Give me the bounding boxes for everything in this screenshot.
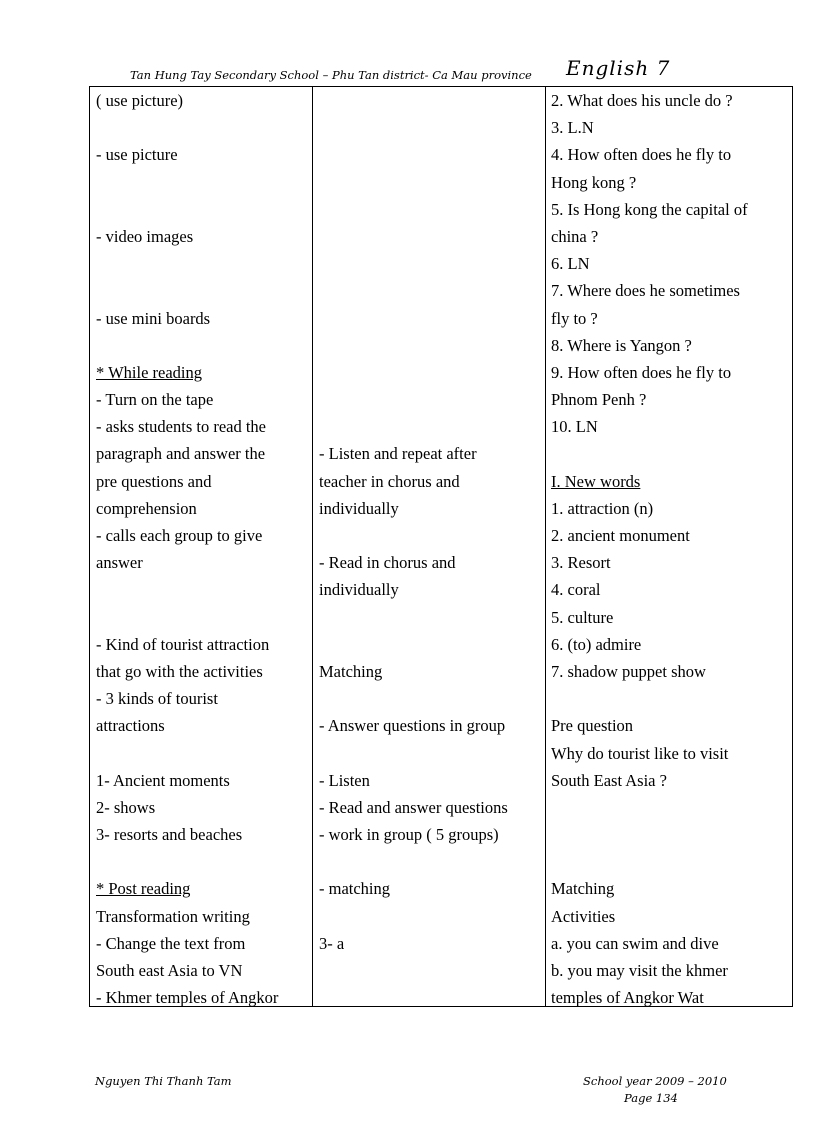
table-line: 2. What does his uncle do ? xyxy=(551,91,733,110)
lesson-table xyxy=(89,87,793,1007)
table-line xyxy=(319,250,541,277)
table-line: - matching xyxy=(319,879,391,899)
table-line: fly to ? xyxy=(551,308,598,328)
table-line: South east Asia to VN xyxy=(96,961,243,980)
footer-teacher-name: Nguyen Thi Thanh Tam xyxy=(95,1074,232,1088)
table-line: - Kind of tourist attraction xyxy=(96,634,270,654)
table-line: 8. Where is Yangon ? xyxy=(551,335,692,355)
table-line xyxy=(319,141,541,168)
table-line xyxy=(319,305,541,332)
table-line: 5. culture xyxy=(551,607,614,627)
table-line: I. New words xyxy=(551,471,641,491)
table-line: temples of Angkor Wat xyxy=(551,988,704,1008)
footer-page-number: Page 134 xyxy=(624,1091,678,1105)
table-line: - calls each group to give xyxy=(96,526,263,545)
table-line: Activities xyxy=(551,906,616,926)
table-line xyxy=(319,984,541,1011)
table-line: - Read in chorus and xyxy=(319,553,456,573)
table-line: ( use picture) xyxy=(96,91,184,110)
table-line xyxy=(319,522,541,549)
table-line: 6. LN xyxy=(551,254,590,274)
table-line: 3. Resort xyxy=(551,553,611,573)
table-line: 7. shadow puppet show xyxy=(551,661,706,681)
table-line: - use picture xyxy=(96,145,178,165)
table-line: Matching xyxy=(319,661,383,681)
table-line xyxy=(319,631,541,658)
table-line: b. you may visit the khmer xyxy=(551,961,728,980)
student-activities-column xyxy=(319,87,541,1011)
table-line: * Post reading xyxy=(96,879,191,899)
table-line xyxy=(96,332,306,359)
table-line: 5. Is Hong kong the capital of xyxy=(551,199,748,219)
table-line: Phnom Penh ? xyxy=(551,390,647,410)
table-line: - Answer questions in group xyxy=(319,716,506,736)
table-line xyxy=(96,277,306,304)
table-line xyxy=(319,740,541,767)
table-line xyxy=(319,413,541,440)
table-line xyxy=(319,332,541,359)
table-line: attractions xyxy=(96,716,165,736)
table-line xyxy=(96,169,306,196)
table-line: Hong kong ? xyxy=(551,172,637,192)
table-line: 4. coral xyxy=(551,580,601,600)
table-line: 2. ancient monument xyxy=(551,526,690,545)
table-line: Matching xyxy=(551,879,615,899)
table-line xyxy=(319,169,541,196)
table-line: 2- shows xyxy=(96,797,156,817)
table-line: 3. L.N xyxy=(551,118,594,138)
table-line xyxy=(96,604,306,631)
table-line: china ? xyxy=(551,226,599,246)
table-line: 10. LN xyxy=(551,417,598,437)
table-line: teacher in chorus and xyxy=(319,471,460,491)
footer-school-year: School year 2009 – 2010 xyxy=(583,1074,727,1088)
table-line: - Khmer temples of Angkor xyxy=(96,988,279,1008)
table-line: 9. How often does he fly to xyxy=(551,362,732,382)
table-line: 1. attraction (n) xyxy=(551,498,654,518)
table-line: - Read and answer questions xyxy=(319,797,508,817)
table-line: South East Asia ? xyxy=(551,770,667,790)
table-line xyxy=(96,114,306,141)
header-school: Tan Hung Tay Secondary School – Phu Tan district- Ca Mau province xyxy=(130,68,532,82)
table-line xyxy=(319,685,541,712)
table-line: - Turn on the tape xyxy=(96,390,214,410)
table-line: a. you can swim and dive xyxy=(551,933,719,953)
table-line: paragraph and answer the xyxy=(96,444,266,464)
table-line: - work in group ( 5 groups) xyxy=(319,825,499,845)
table-line: individually xyxy=(319,498,399,518)
table-line xyxy=(96,740,306,767)
table-line: 4. How often does he fly to xyxy=(551,145,732,165)
table-line: - Listen and repeat after xyxy=(319,444,477,464)
table-line: 3- a xyxy=(319,933,345,953)
table-line xyxy=(551,440,789,467)
table-line: individually xyxy=(319,580,399,600)
table-line: 3- resorts and beaches xyxy=(96,825,243,845)
table-line xyxy=(319,196,541,223)
table-line: - use mini boards xyxy=(96,308,211,328)
table-line: that go with the activities xyxy=(96,661,263,681)
table-line xyxy=(319,386,541,413)
table-line xyxy=(319,848,541,875)
table-line xyxy=(319,957,541,984)
table-line xyxy=(319,903,541,930)
table-line xyxy=(319,114,541,141)
table-line xyxy=(551,685,789,712)
table-line: answer xyxy=(96,553,143,573)
table-line xyxy=(551,794,789,821)
table-line: - video images xyxy=(96,226,194,246)
table-line xyxy=(319,604,541,631)
table-line xyxy=(551,821,789,848)
table-line: Pre question xyxy=(551,716,634,736)
column-divider xyxy=(545,87,546,1006)
content-column xyxy=(551,87,789,1011)
table-line: 7. Where does he sometimes xyxy=(551,281,740,301)
table-line xyxy=(96,848,306,875)
table-line xyxy=(319,87,541,114)
table-line: 6. (to) admire xyxy=(551,634,642,654)
table-line xyxy=(96,576,306,603)
table-line: - Change the text from xyxy=(96,933,246,953)
table-line xyxy=(551,848,789,875)
table-line: Transformation writing xyxy=(96,906,250,926)
table-line: - 3 kinds of tourist xyxy=(96,689,218,709)
table-line xyxy=(319,277,541,304)
table-line: - asks students to read the xyxy=(96,417,267,437)
table-line: 1- Ancient moments xyxy=(96,770,230,790)
table-line xyxy=(319,359,541,386)
table-line: pre questions and xyxy=(96,471,212,491)
table-line: Why do tourist like to visit xyxy=(551,743,729,763)
table-line xyxy=(96,196,306,223)
table-line xyxy=(319,223,541,250)
header-subject: English 7 xyxy=(566,56,671,80)
table-line: comprehension xyxy=(96,498,197,518)
teacher-activities-column xyxy=(96,87,306,1011)
table-line xyxy=(96,250,306,277)
table-line: - Listen xyxy=(319,770,370,790)
table-line: * While reading xyxy=(96,362,202,382)
column-divider xyxy=(312,87,313,1006)
